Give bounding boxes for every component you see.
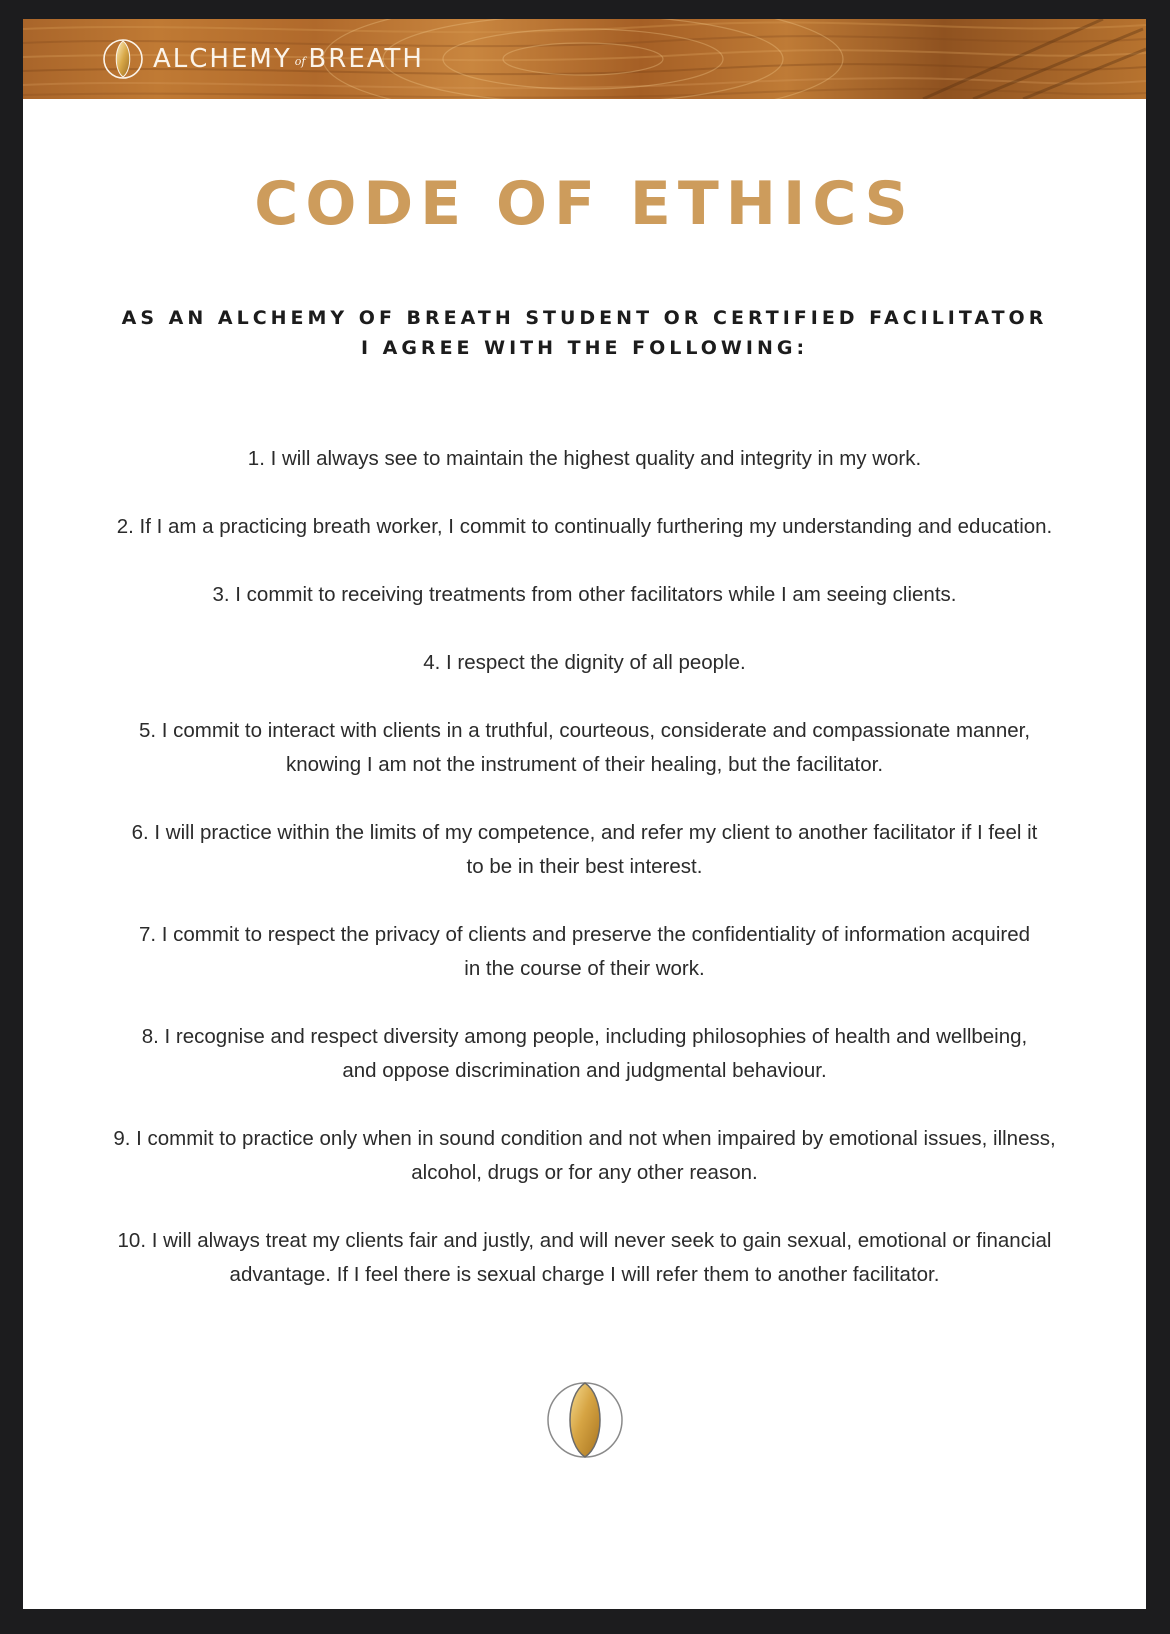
ethics-item-text-cont: and oppose discrimination and judgmental behaviour. xyxy=(342,1059,827,1082)
ethics-item-text: 1. I will always see to maintain the highest quality and integrity in my work. xyxy=(247,447,922,470)
brand-word-of: of xyxy=(294,55,306,68)
brand-word-breath: BREATH xyxy=(308,44,424,74)
document-page xyxy=(23,19,1146,1609)
ethics-item-text-cont: advantage. If I feel there is sexual charge I will refer them to another facilitator. xyxy=(229,1263,940,1286)
ethics-item-5 xyxy=(68,714,1101,782)
brand-wordmark xyxy=(153,44,424,74)
brand-word-alchemy: ALCHEMY xyxy=(153,44,292,74)
brand-lockup xyxy=(101,37,424,81)
ethics-item-2 xyxy=(68,510,1101,544)
ethics-item-8 xyxy=(68,1020,1101,1088)
page-title: CODE OF ETHICS xyxy=(254,169,915,239)
ethics-item-text: 9. I commit to practice only when in sound condition and not when impaired by emotional issues, illness, xyxy=(113,1127,1056,1150)
ethics-item-text-cont: to be in their best interest. xyxy=(466,855,703,878)
agreement-heading-line-1: AS AN ALCHEMY OF BREATH STUDENT OR CERTIFIED FACILITATOR xyxy=(121,307,1048,329)
ethics-list xyxy=(68,442,1101,1326)
ethics-item-3 xyxy=(68,578,1101,612)
ethics-item-text: 2. If I am a practicing breath worker, I commit to continually furthering my understanding and education. xyxy=(116,515,1053,538)
ethics-item-9 xyxy=(68,1122,1101,1190)
ethics-item-text: 7. I commit to respect the privacy of clients and preserve the confidentiality of information acquired xyxy=(138,923,1031,946)
header-banner xyxy=(23,19,1146,99)
agreement-heading-line-2: I AGREE WITH THE FOLLOWING: xyxy=(360,337,809,359)
ethics-item-text: 4. I respect the dignity of all people. xyxy=(423,651,746,674)
ethics-item-4 xyxy=(68,646,1101,680)
vesica-logo-icon xyxy=(101,37,145,81)
ethics-item-1 xyxy=(68,442,1101,476)
ethics-item-text-cont: alcohol, drugs or for any other reason. xyxy=(411,1161,758,1184)
ethics-item-text: 5. I commit to interact with clients in a truthful, courteous, considerate and compassionate manner, xyxy=(138,719,1031,742)
ethics-item-6 xyxy=(68,816,1101,884)
ethics-item-text-cont: in the course of their work. xyxy=(464,957,705,980)
ethics-item-text: 3. I commit to receiving treatments from other facilitators while I am seeing clients. xyxy=(212,583,957,606)
ethics-item-text: 8. I recognise and respect diversity among people, including philosophies of health and wellbeing, xyxy=(141,1025,1028,1048)
ethics-item-text: 10. I will always treat my clients fair and justly, and will never seek to gain sexual, emotional or financial xyxy=(117,1229,1052,1252)
ethics-item-text: 6. I will practice within the limits of my competence, and refer my client to another facilitator if I feel it xyxy=(131,821,1038,844)
vesica-piscis-gold-icon xyxy=(545,1380,625,1460)
agreement-heading xyxy=(23,303,1146,363)
ethics-item-7 xyxy=(68,918,1101,986)
ethics-item-10 xyxy=(68,1224,1101,1292)
ethics-item-text-cont: knowing I am not the instrument of their healing, but the facilitator. xyxy=(285,753,884,776)
